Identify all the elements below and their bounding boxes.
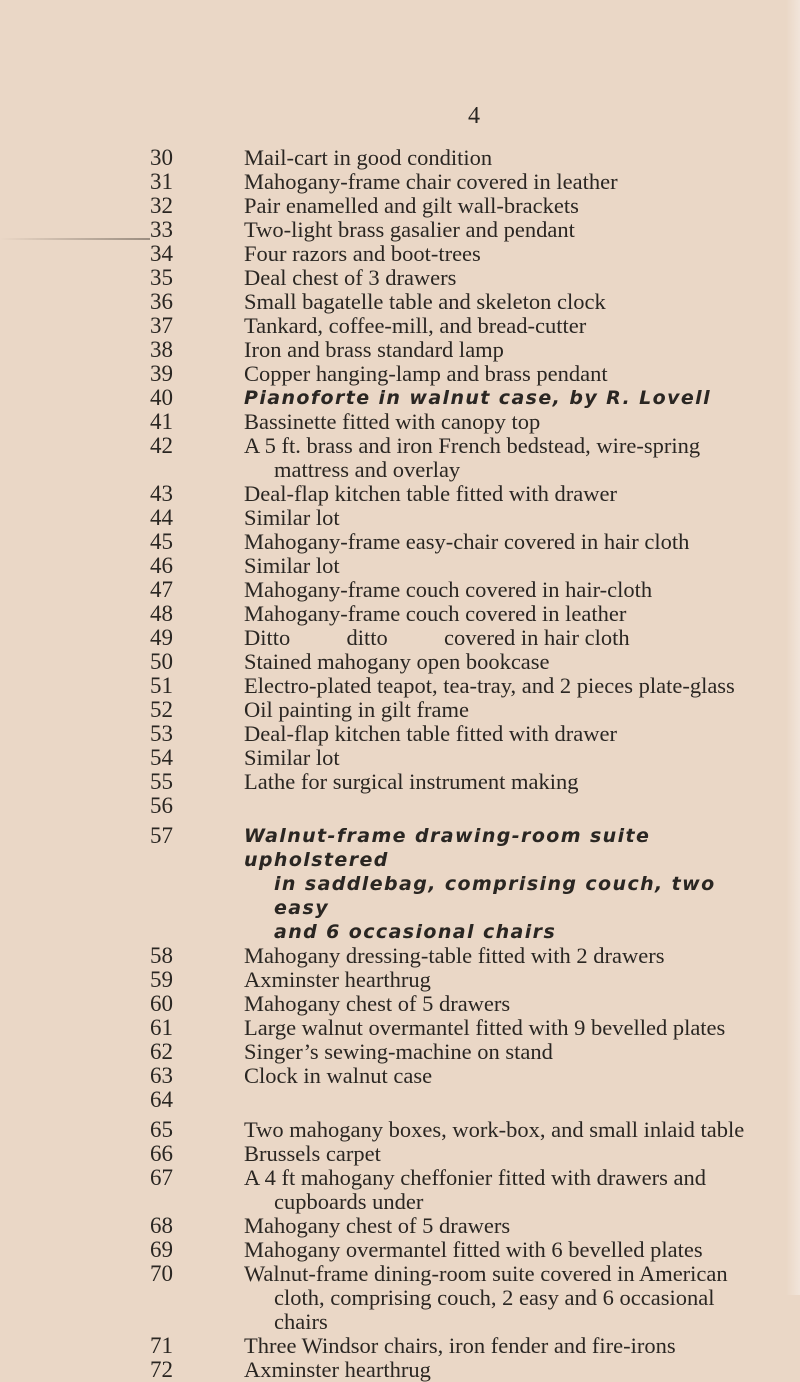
lot-69 bbox=[0, 1238, 800, 1262]
lot-number: 70 bbox=[150, 1261, 173, 1286]
lot-70 bbox=[0, 1262, 800, 1334]
lot-58 bbox=[0, 944, 800, 968]
lot-38 bbox=[0, 338, 800, 362]
lot-52 bbox=[0, 698, 800, 722]
lot-number: 46 bbox=[150, 553, 173, 578]
lot-description: Large walnut overmantel fitted with 9 bevelled plates bbox=[244, 1015, 726, 1040]
lot-number: 64 bbox=[150, 1087, 173, 1112]
lot-34 bbox=[0, 242, 800, 266]
lot-number: 53 bbox=[150, 721, 173, 746]
lot-description-line: A 4 ft mahogany cheffonier fitted with drawers and bbox=[244, 1165, 706, 1190]
lot-67 bbox=[0, 1166, 800, 1214]
lot-60 bbox=[0, 992, 800, 1016]
lot-description: Mahogany-frame couch covered in hair-cloth bbox=[244, 577, 653, 602]
lot-description: Mahogany-frame couch covered in leather bbox=[244, 601, 627, 626]
lot-description: Two-light brass gasalier and pendant bbox=[244, 217, 575, 242]
lot-number: 52 bbox=[150, 697, 173, 722]
lot-number: 31 bbox=[150, 169, 173, 194]
lot-number: 54 bbox=[150, 745, 173, 770]
lot-72 bbox=[0, 1358, 800, 1382]
lot-32 bbox=[0, 194, 800, 218]
lot-number: 60 bbox=[150, 991, 173, 1016]
lot-description: Four razors and boot-trees bbox=[244, 241, 481, 266]
lot-number: 69 bbox=[150, 1237, 173, 1262]
lot-42 bbox=[0, 434, 800, 482]
lot-37 bbox=[0, 314, 800, 338]
lot-number: 48 bbox=[150, 601, 173, 626]
lot-number: 47 bbox=[150, 577, 173, 602]
lot-number: 67 bbox=[150, 1165, 173, 1190]
lot-number: 40 bbox=[150, 385, 173, 410]
lot-description: Deal-flap kitchen table fitted with drawer bbox=[244, 721, 617, 746]
lot-description: Axminster hearthrug bbox=[244, 1357, 431, 1382]
lot-description: Three Windsor chairs, iron fender and fire-irons bbox=[244, 1333, 676, 1358]
lot-number: 49 bbox=[150, 625, 173, 650]
lot-39 bbox=[0, 362, 800, 386]
lot-71 bbox=[0, 1334, 800, 1358]
ditto-rest: covered in hair cloth bbox=[444, 625, 630, 650]
lot-description: Two mahogany boxes, work-box, and small inlaid table bbox=[244, 1117, 745, 1142]
lot-54 bbox=[0, 746, 800, 770]
lot-description: Bassinette fitted with canopy top bbox=[244, 409, 541, 434]
lot-number: 71 bbox=[150, 1333, 173, 1358]
lot-57 bbox=[0, 824, 800, 944]
lot-description: Mail-cart in good condition bbox=[244, 145, 493, 170]
lot-number: 51 bbox=[150, 673, 173, 698]
lot-number: 41 bbox=[150, 409, 173, 434]
lot-45 bbox=[0, 530, 800, 554]
lot-description: Mahogany chest of 5 drawers bbox=[244, 991, 511, 1016]
lot-number: 65 bbox=[150, 1117, 173, 1142]
lot-description: Tankard, coffee-mill, and bread-cutter bbox=[244, 313, 587, 338]
lot-49 bbox=[0, 626, 800, 650]
lot-47 bbox=[0, 578, 800, 602]
lot-68 bbox=[0, 1214, 800, 1238]
lot-description: Axminster hearthrug bbox=[244, 967, 431, 992]
lot-61 bbox=[0, 1016, 800, 1040]
lot-63 bbox=[0, 1064, 800, 1088]
lot-description bbox=[244, 626, 764, 650]
lot-description: Brussels carpet bbox=[244, 1141, 381, 1166]
lot-description: Mahogany-frame easy-chair covered in hair cloth bbox=[244, 529, 690, 554]
lot-64 bbox=[0, 1088, 800, 1112]
lot-number: 55 bbox=[150, 769, 173, 794]
lot-number: 37 bbox=[150, 313, 173, 338]
ditto-1: Ditto bbox=[244, 625, 291, 650]
lot-number: 58 bbox=[150, 943, 173, 968]
lot-number: 57 bbox=[150, 823, 173, 848]
lot-56 bbox=[0, 794, 800, 818]
lot-55 bbox=[0, 770, 800, 794]
lot-31 bbox=[0, 170, 800, 194]
lot-description: Stained mahogany open bookcase bbox=[244, 649, 550, 674]
lot-description: Mahogany-frame chair covered in leather bbox=[244, 169, 618, 194]
lot-description: Iron and brass standard lamp bbox=[244, 337, 504, 362]
lot-description: Mahogany dressing-table fitted with 2 drawers bbox=[244, 943, 665, 968]
lot-59 bbox=[0, 968, 800, 992]
page-edge bbox=[786, 0, 800, 1295]
lot-description: Electro-plated teapot, tea-tray, and 2 pieces plate-glass bbox=[244, 673, 735, 698]
lot-description-line: A 5 ft. brass and iron French bedstead, wire-spring bbox=[244, 433, 701, 458]
lot-description: Similar lot bbox=[244, 505, 340, 530]
lot-number: 56 bbox=[150, 793, 173, 818]
lot-list bbox=[0, 146, 800, 1382]
lot-description: Small bagatelle table and skeleton clock bbox=[244, 289, 606, 314]
lot-43 bbox=[0, 482, 800, 506]
lot-number: 63 bbox=[150, 1063, 173, 1088]
lot-35 bbox=[0, 266, 800, 290]
lot-number: 61 bbox=[150, 1015, 173, 1040]
lot-description: Deal chest of 3 drawers bbox=[244, 265, 457, 290]
lot-number: 72 bbox=[150, 1357, 173, 1382]
lot-number: 30 bbox=[150, 145, 173, 170]
lot-description-continuation: in saddlebag, comprising couch, two easy bbox=[274, 873, 716, 919]
lot-description: Singer’s sewing-machine on stand bbox=[244, 1039, 553, 1064]
lot-description: Mahogany overmantel fitted with 6 bevelled plates bbox=[244, 1237, 703, 1262]
lot-description bbox=[244, 824, 764, 944]
lot-description-continuation: cloth, comprising couch, 2 easy and 6 occasional bbox=[274, 1285, 715, 1310]
lot-number: 38 bbox=[150, 337, 173, 362]
lot-description-continuation: and 6 occasional chairs bbox=[274, 921, 557, 943]
lot-65 bbox=[0, 1118, 800, 1142]
lot-description: Copper hanging-lamp and brass pendant bbox=[244, 361, 608, 386]
lot-50 bbox=[0, 650, 800, 674]
lot-46 bbox=[0, 554, 800, 578]
lot-description bbox=[244, 1166, 764, 1214]
lot-number: 35 bbox=[150, 265, 173, 290]
page-number: 4 bbox=[468, 103, 480, 129]
lot-number: 42 bbox=[150, 433, 173, 458]
lot-number: 66 bbox=[150, 1141, 173, 1166]
lot-53 bbox=[0, 722, 800, 746]
lot-description: Mahogany chest of 5 drawers bbox=[244, 1213, 511, 1238]
lot-number: 39 bbox=[150, 361, 173, 386]
lot-30 bbox=[0, 146, 800, 170]
lot-description-line: Walnut-frame drawing-room suite upholstered bbox=[244, 825, 651, 871]
lot-number: 36 bbox=[150, 289, 173, 314]
lot-description: Pair enamelled and gilt wall-brackets bbox=[244, 193, 579, 218]
lot-number: 68 bbox=[150, 1213, 173, 1238]
lot-description-continuation: mattress and overlay bbox=[274, 457, 461, 482]
lot-51 bbox=[0, 674, 800, 698]
lot-number: 44 bbox=[150, 505, 173, 530]
lot-description-continuation: cupboards under bbox=[274, 1189, 424, 1214]
lot-description: Pianoforte in walnut case, by R. Lovell bbox=[244, 387, 711, 409]
lot-description-line: Walnut-frame dining-room suite covered in American bbox=[244, 1261, 728, 1286]
lot-number: 59 bbox=[150, 967, 173, 992]
lot-description: Deal-flap kitchen table fitted with drawer bbox=[244, 481, 617, 506]
ditto-2: ditto bbox=[346, 625, 388, 650]
lot-40 bbox=[0, 386, 800, 410]
lot-description bbox=[244, 1262, 764, 1334]
lot-number: 43 bbox=[150, 481, 173, 506]
lot-description: Clock in walnut case bbox=[244, 1063, 433, 1088]
lot-44 bbox=[0, 506, 800, 530]
lot-number: 32 bbox=[150, 193, 173, 218]
lot-33 bbox=[0, 218, 800, 242]
lot-66 bbox=[0, 1142, 800, 1166]
lot-description: Oil painting in gilt frame bbox=[244, 697, 469, 722]
lot-description bbox=[244, 434, 764, 482]
lot-number: 34 bbox=[150, 241, 173, 266]
lot-number: 50 bbox=[150, 649, 173, 674]
lot-48 bbox=[0, 602, 800, 626]
lot-description: Similar lot bbox=[244, 553, 340, 578]
lot-description: Similar lot bbox=[244, 745, 340, 770]
lot-description: Lathe for surgical instrument making bbox=[244, 769, 579, 794]
lot-description-continuation: chairs bbox=[274, 1309, 328, 1334]
lot-number: 62 bbox=[150, 1039, 173, 1064]
lot-62 bbox=[0, 1040, 800, 1064]
lot-number: 45 bbox=[150, 529, 173, 554]
lot-number: 33 bbox=[150, 217, 173, 242]
lot-41 bbox=[0, 410, 800, 434]
lot-36 bbox=[0, 290, 800, 314]
